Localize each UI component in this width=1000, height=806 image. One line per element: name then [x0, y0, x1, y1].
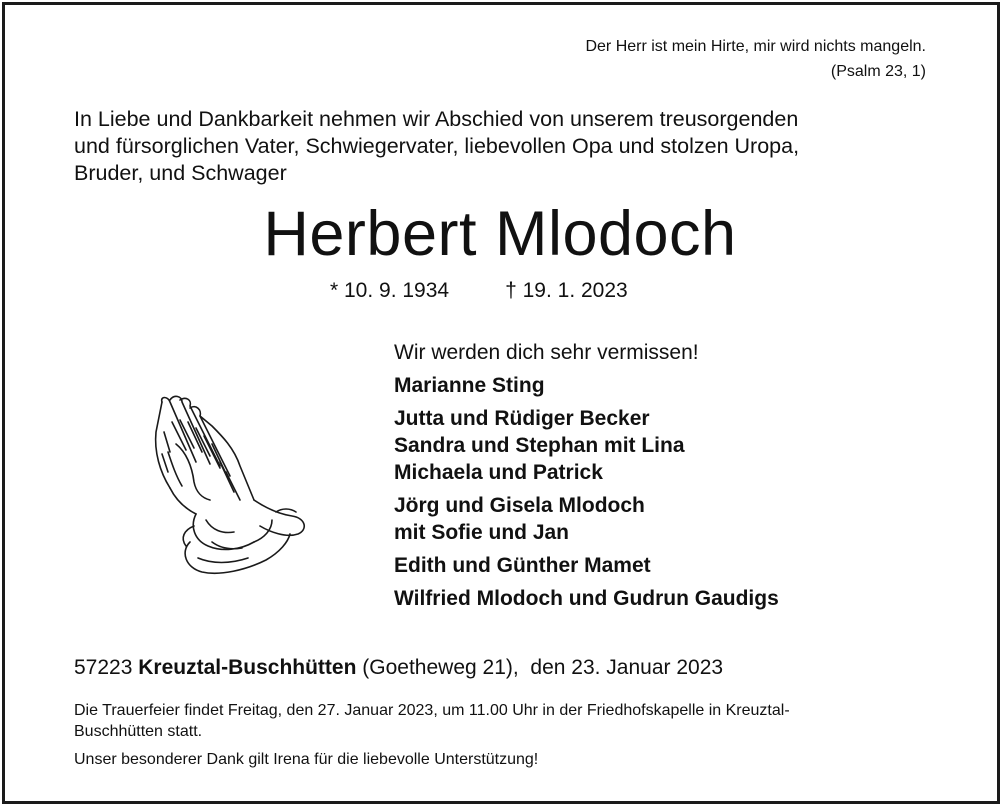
intro-paragraph	[74, 106, 934, 187]
mourner-name: Sandra und Stephan mit Lina	[394, 434, 685, 457]
mourner-name: Marianne Sting	[394, 374, 545, 397]
death-date: † 19. 1. 2023	[505, 279, 628, 302]
mourner-name: Wilfried Mlodoch und Gudrun Gaudigs	[394, 587, 779, 610]
funeral-service-info	[74, 700, 934, 742]
mourner-name: mit Sofie und Jan	[394, 521, 570, 544]
intro-line: und fürsorglichen Vater, Schwiegervater, liebevollen Opa und stolzen Uropa,	[74, 134, 800, 158]
thanks-note: Unser besonderer Dank gilt Irena für die liebevolle Unterstützung!	[74, 751, 539, 768]
mourner-name: Michaela und Patrick	[394, 461, 603, 484]
mourner-group	[394, 492, 914, 546]
mourner-group	[394, 585, 914, 612]
mourner-group	[394, 405, 914, 486]
motto-text: Der Herr ist mein Hirte, mir wird nichts mangeln.	[585, 38, 926, 55]
intro-line: Bruder, und Schwager	[74, 161, 287, 185]
life-dates	[330, 277, 628, 305]
deceased-name: Herbert Mlodoch	[263, 199, 737, 269]
intro-line: In Liebe und Dankbarkeit nehmen wir Abschied von unserem treusorgenden	[74, 107, 799, 131]
postcode: 57223	[74, 656, 133, 679]
mourners-block	[394, 338, 914, 618]
street-address: (Goetheweg 21),	[362, 656, 519, 679]
service-line: Die Trauerfeier findet Freitag, den 27. Januar 2023, um 11.00 Uhr in der Friedhofskapelle in Kreuztal-	[74, 702, 790, 719]
motto-reference: (Psalm 23, 1)	[830, 63, 926, 80]
service-line: Buschhütten statt.	[74, 723, 203, 740]
mourner-name: Jutta und Rüdiger Becker	[394, 407, 650, 430]
mourner-name: Edith und Günther Mamet	[394, 554, 651, 577]
farewell-line: Wir werden dich sehr vermissen!	[394, 341, 699, 364]
place-and-date	[74, 654, 723, 682]
birth-date: * 10. 9. 1934	[330, 279, 450, 302]
notice-date: den 23. Januar 2023	[530, 656, 724, 679]
mourner-group	[394, 372, 914, 399]
mourner-group	[394, 552, 914, 579]
mourner-name: Jörg und Gisela Mlodoch	[394, 494, 645, 517]
praying-hands-icon	[150, 392, 310, 582]
town: Kreuztal-Buschhütten	[138, 656, 357, 679]
psalm-motto	[585, 34, 926, 84]
